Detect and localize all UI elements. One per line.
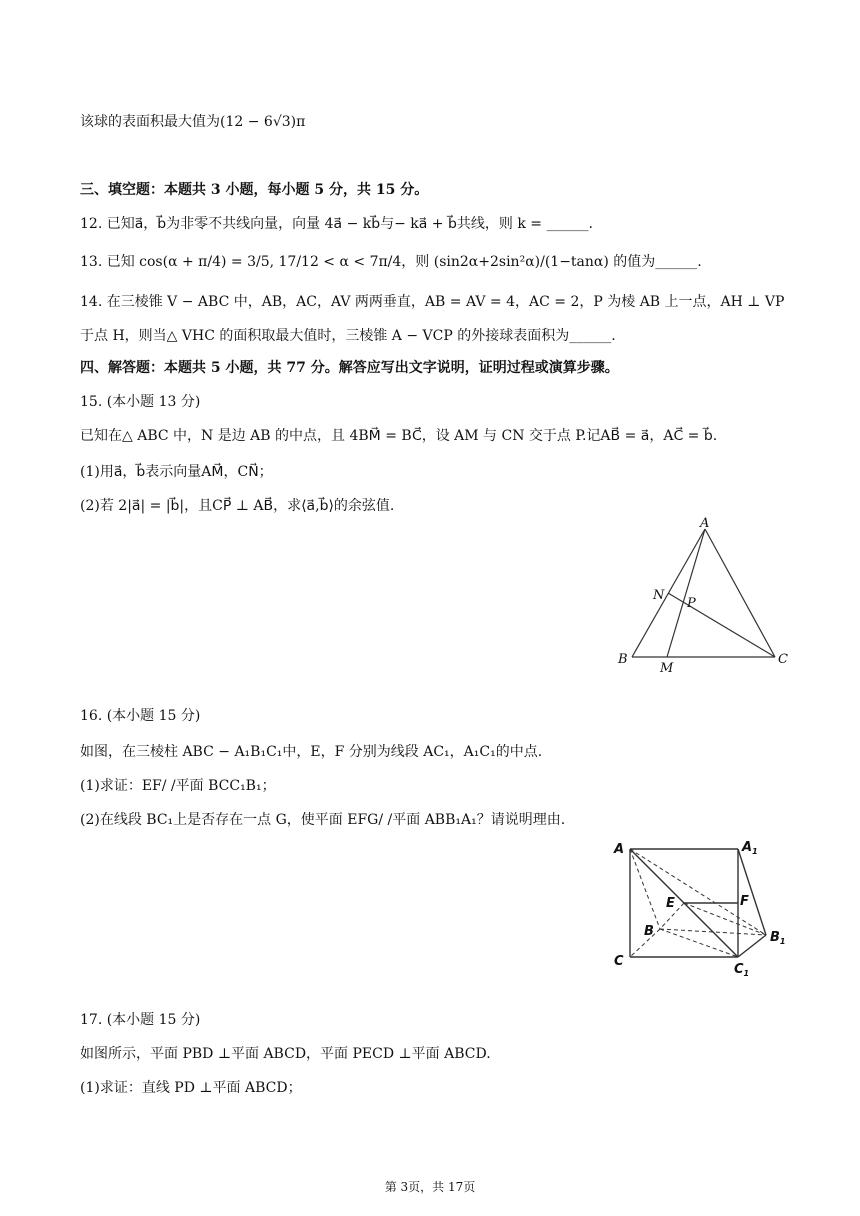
- question-16-part-2: [80, 810, 565, 830]
- question-15-part-2-text: (2)若 2|a⃗| = |b⃗|，且CP⃗ ⊥ AB⃗，求⟨a⃗,b⃗⟩的余弦值.: [80, 498, 395, 514]
- question-15-part-2: [80, 496, 394, 516]
- question-12-text: 12. 已知a⃗，b⃗为非零不共线向量，向量 4a⃗ − kb⃗与− ka⃗ + b⃗共线，则 k = ______.: [80, 216, 593, 232]
- question-17-part-1: [80, 1078, 302, 1098]
- question-16-stem: [80, 742, 542, 762]
- section-4-heading-text: 四、解答题：本题共 5 小题，共 77 分。解答应写出文字说明，证明过程或演算步骤。: [80, 360, 619, 376]
- label-a: A: [614, 842, 625, 857]
- label-e: E: [666, 896, 675, 911]
- label-c: C: [614, 954, 624, 969]
- question-16-part-1-text: (1)求证：EF/ /平面 BCC₁B₁；: [80, 778, 276, 794]
- question-15-heading-text: 15. (本小题 13 分): [80, 394, 201, 410]
- label-b1: $B_1$: [770, 930, 786, 946]
- question-13-text: 13. 已知 cos(α + π/4) = 3/5, 17/12 < α < 7π/4，则 (sin2α+2sin²α)/(1−tanα) 的值为______.: [80, 254, 702, 270]
- prism-figure: [608, 835, 808, 983]
- question-17-part-1-text: (1)求证：直线 PD ⊥平面 ABCD；: [80, 1080, 302, 1096]
- question-15-part-1: [80, 462, 273, 482]
- dashed-a-b: [630, 849, 660, 929]
- question-17-heading: [80, 1010, 200, 1030]
- question-14-line-1: [80, 292, 784, 312]
- question-15-part-1-text: (1)用a⃗，b⃗表示向量AM⃗，CN⃗；: [80, 464, 273, 480]
- question-15-stem-text: 已知在△ ABC 中，N 是边 AB 的中点，且 4BM⃗ = BC⃗，设 AM 与 CN 交于点 P.记AB⃗ = a⃗，AC⃗ = b⃗.: [80, 428, 718, 444]
- section-4-heading: [80, 358, 619, 378]
- segment-am: [667, 529, 705, 657]
- label-n: N: [653, 588, 665, 603]
- question-14-text-1: 14. 在三棱锥 V − ABC 中，AB，AC，AV 两两垂直，AB = AV = 4，AC = 2，P 为棱 AB 上一点，AH ⊥ VP: [80, 294, 785, 310]
- question-16-part-1: [80, 776, 276, 796]
- question-16-heading: [80, 706, 200, 726]
- question-17-stem: [80, 1044, 491, 1064]
- question-14-line-2: [80, 326, 616, 346]
- page-footer: 第 3页，共 17页: [384, 1180, 476, 1194]
- label-b: B: [644, 924, 654, 939]
- question-16-heading-text: 16. (本小题 15 分): [80, 708, 201, 724]
- segment-ac: [705, 529, 775, 657]
- dashed-a-b1: [630, 849, 766, 935]
- label-m: M: [660, 661, 674, 675]
- question-16-stem-text: 如图，在三棱柱 ABC − A₁B₁C₁中，E，F 分别为线段 AC₁，A₁C₁的中点.: [80, 744, 543, 760]
- label-a1: $A_1$: [742, 840, 758, 856]
- question-15-heading: [80, 392, 200, 412]
- label-c1: $C_1$: [734, 962, 750, 978]
- question-12: [80, 214, 593, 234]
- segment-cn: [668, 593, 775, 657]
- question-16-part-2-text: (2)在线段 BC₁上是否存在一点 G，使平面 EFG/ /平面 ABB₁A₁？请说明理由.: [80, 812, 566, 828]
- edge-a1-b1: [738, 849, 766, 935]
- label-b: B: [618, 652, 628, 667]
- dashed-e-b1: [684, 903, 766, 935]
- section-3-heading: [80, 180, 428, 200]
- section-3-heading-text: 三、填空题：本题共 3 小题，每小题 5 分，共 15 分。: [80, 182, 429, 198]
- question-17-heading-text: 17. (本小题 15 分): [80, 1012, 201, 1028]
- question-15-stem: [80, 426, 717, 446]
- label-a: A: [700, 516, 710, 531]
- q11-answer-line: [80, 112, 305, 132]
- triangle-abc-figure: [610, 515, 800, 675]
- question-13: [80, 252, 702, 272]
- edge-b1-c1: [738, 935, 766, 957]
- question-14-text-2: 于点 H，则当△ VHC 的面积取最大值时，三棱锥 A − VCP 的外接球表面积为______.: [80, 328, 616, 344]
- q11-answer-text: 该球的表面积最大值为(12 − 6√3)π: [80, 114, 306, 130]
- label-c: C: [778, 652, 788, 667]
- label-p: P: [687, 596, 696, 611]
- question-17-stem-text: 如图所示，平面 PBD ⊥平面 ABCD，平面 PECD ⊥平面 ABCD.: [80, 1046, 491, 1062]
- label-f: F: [740, 894, 749, 909]
